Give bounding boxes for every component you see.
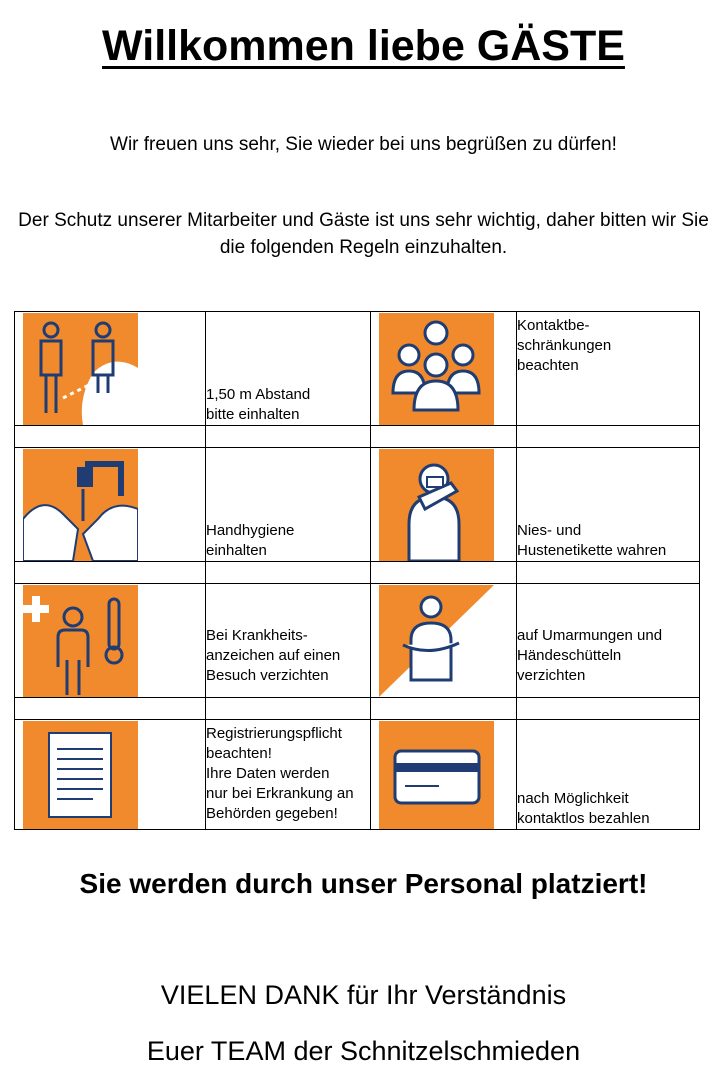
no-hug-icon	[379, 585, 494, 697]
registration-form-icon	[23, 721, 138, 829]
sneeze-icon	[379, 449, 494, 561]
thanks-line: VIELEN DANK für Ihr Verständnis	[160, 980, 567, 1010]
intro-rules-text: Der Schutz unserer Mitarbeiter und Gäste ist uns sehr wichtig, daher bitten wir Sie die folgenden Regeln einzuhalten.	[18, 210, 709, 258]
seating-note: Sie werden durch unser Personal platziert!	[79, 868, 648, 899]
rule-text-contact: Kontaktbe- schränkungen beachten	[517, 312, 700, 426]
rule-text-nohug: auf Umarmungen und Händeschütteln verzichten	[517, 584, 700, 698]
rule-text-payment: nach Möglichkeit kontaktlos bezahlen	[517, 720, 700, 830]
signature-line: Euer TEAM der Schnitzelschmieden	[146, 1036, 581, 1066]
rule-text-handwash: Handhygiene einhalten	[206, 448, 371, 562]
group-icon	[379, 313, 494, 425]
rules-table	[14, 311, 700, 830]
rule-text-registration: Registrierungspflicht beachten! Ihre Daten werden nur bei Erkrankung an Behörden gegeben!	[206, 720, 371, 830]
rule-text-sneeze: Nies- und Hustenetikette wahren	[517, 448, 700, 562]
intro-greeting: Wir freuen uns sehr, Sie wieder bei uns begrüßen zu dürfen!	[110, 134, 617, 155]
rule-text-sick: Bei Krankheits- anzeichen auf einen Besuch verzichten	[206, 584, 371, 698]
handwash-icon	[23, 449, 138, 561]
rule-text-distance: 1,50 m Abstand bitte einhalten	[206, 312, 371, 426]
sick-thermometer-icon	[23, 585, 138, 697]
card-payment-icon	[379, 721, 494, 829]
distance-icon	[23, 313, 138, 425]
page-title: Willkommen liebe GÄSTE	[102, 22, 625, 70]
